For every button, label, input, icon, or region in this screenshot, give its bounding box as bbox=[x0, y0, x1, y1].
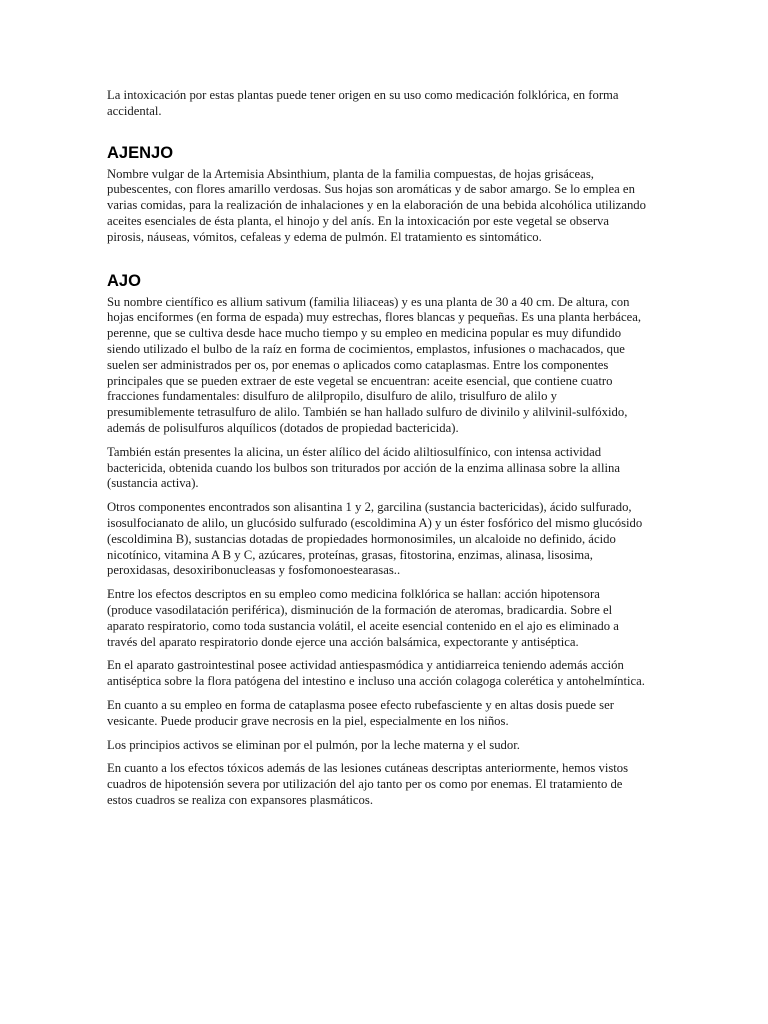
ajo-paragraph-3: Otros componentes encontrados son alisantina 1 y 2, garcilina (sustancia bactericidas), ácido sulfurado, isosulfocianato de alilo, un glucósido sulfurado (escoldimina A) y un éster fosfórico del mismo glucósido (escoldimina B), sustancias dotadas de propiedades hormonosimiles, un alcaloide no definido, ácido nicotínico, vitamina A B y C, azúcares, proteínas, grasas, fitostorina, enzimas, alinasa, lisosima, peroxidasas, desoxiribonucleasas y fosfomonoestearasas.. bbox=[107, 500, 643, 578]
ajo-paragraph-7: Los principios activos se eliminan por el pulmón, por la leche materna y el sudor. bbox=[107, 737, 520, 752]
document-page bbox=[107, 88, 647, 817]
intro-paragraph: La intoxicación por estas plantas puede tener origen en su uso como medicación folklórica, en forma accidental. bbox=[107, 88, 619, 118]
section-heading-ajenjo: AJENJO bbox=[107, 143, 174, 162]
ajo-paragraph-5: En el aparato gastrointestinal posee actividad antiespasmódica y antidiarreica teniendo además acción antiséptica sobre la flora patógena del intestino e incluso una acción colagoga colerética y antohelmíntica. bbox=[107, 658, 645, 689]
ajo-paragraph-2: También están presentes la alicina, un éster alílico del ácido aliltiosulfínico, con intensa actividad bactericida, obtenida cuando los bulbos son triturados por acción de la enzima allinasa sobre la allina (sustancia activa). bbox=[107, 444, 620, 491]
ajo-paragraph-1: Su nombre científico es allium sativum (familia liliaceas) y es una planta de 30 a 40 cm. De altura, con hojas enciformes (en forma de espada) muy estrechas, flores blancas y pequeñas. Es una planta herbácea, perenne, que se cultiva desde hace mucho tiempo y su empleo en medicina popular es muy difundido siendo utilizado el bulbo de la raíz en forma de cocimientos, emplastos, infusiones o machacados, que suelen ser administrados per os, por enemas o aplicados como cataplasmas. Entre los componentes principales que se pueden extraer de este vegetal se encuentran: aceite esencial, que contiene cuatro fracciones fundamentales: disulfuro de alilpropilo, disulfuro de alilo, trisulfuro de alilo y presumiblemente tetrasulfuro de alilo. También se han hallado sulfuro de divinilo y alilvinil-sulfóxido, además de polisulfuros alquílicos (dotados de propiedad bactericida). bbox=[107, 294, 642, 435]
ajo-paragraph-8: En cuanto a los efectos tóxicos además de las lesiones cutáneas descriptas anteriormente, hemos vistos cuadros de hipotensión severa por utilización del ajo tanto per os como por enemas. El tratamiento de estos cuadros se realiza con expansores plasmáticos. bbox=[107, 761, 629, 807]
ajo-paragraph-4: Entre los efectos descriptos en su empleo como medicina folklórica se hallan: acción hipotensora (produce vasodilatación periférica), disminución de la formación de ateromas, bradicardia. Sobre el aparato respiratorio, como toda sustancia volátil, el aceite esencial contenido en el ajo es eliminado a través del aparato respiratorio donde ejerce una acción balsámica, expectorante y antiséptica. bbox=[107, 587, 619, 649]
section-heading-ajo: AJO bbox=[107, 271, 141, 290]
ajenjo-paragraph: Nombre vulgar de la Artemisia Absinthium, planta de la familia compuestas, de hojas grisáceas, pubescentes, con flores amarillo verdosas. Sus hojas son aromáticas y de sabor amargo. Se lo emplea en varias comidas, para la realización de inhalaciones y en la elaboración de una bebida alcohólica utilizando aceites esenciales de ésta planta, el hinojo y del anís. En la intoxicación por este vegetal se observa pirosis, náuseas, vómitos, cefaleas y edema de pulmón. El tratamiento es sintomático. bbox=[107, 166, 646, 244]
ajo-paragraph-6: En cuanto a su empleo en forma de cataplasma posee efecto rubefasciente y en altas dosis puede ser vesicante. Puede producir grave necrosis en la piel, especialmente en los niños. bbox=[107, 697, 614, 728]
